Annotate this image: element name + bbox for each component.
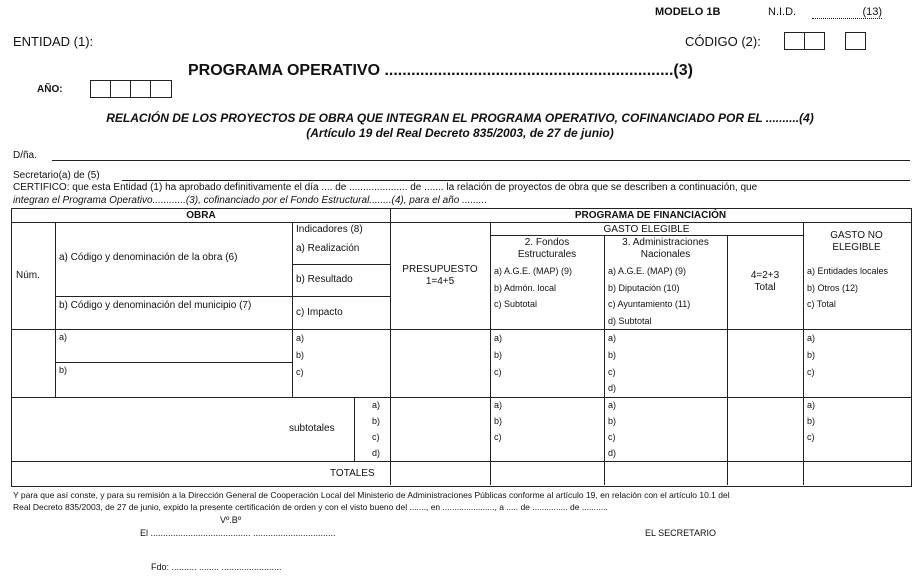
admin-item-c: c) Ayuntamiento (11)	[608, 299, 691, 309]
realizacion-header: a) Realización	[296, 243, 360, 254]
dna-label: D/ña.	[13, 150, 37, 161]
subtotals-bottom-rule	[11, 461, 911, 462]
vobo-label: Vº.Bº	[220, 515, 242, 525]
codigo-label: CÓDIGO (2):	[685, 34, 761, 49]
fondos-header: 2. Fondos	[524, 237, 570, 248]
ano-box-4[interactable]	[150, 80, 172, 98]
model-label: MODELO 1B	[655, 6, 721, 18]
sub-fondos-b: b)	[494, 416, 503, 426]
gasto-elegible-header: GASTO ELEGIBLE	[603, 224, 690, 235]
admin-header: 3. Administraciones	[622, 237, 709, 248]
totales-label: TOTALES	[330, 468, 375, 479]
num-divider	[55, 222, 56, 397]
certifico-line-1: CERTIFICO: que esta Entidad (1) ha aprobado definitivamente el día .... de ..................... de ....... la relación de proyectos de obra que se describen a continuación, que	[13, 182, 758, 193]
row-ind-c: c)	[296, 367, 304, 377]
fondos-header-2: Estructurales	[517, 249, 577, 260]
sub-admin-d: d)	[608, 448, 617, 458]
sub-noeleg-a: a)	[807, 400, 816, 410]
sub-admin-a: a)	[608, 400, 617, 410]
entidad-label: ENTIDAD (1):	[13, 34, 94, 49]
resultado-header: b) Resultado	[296, 274, 353, 285]
admin-item-a: a) A.G.E. (MAP) (9)	[608, 266, 687, 276]
indicadores-header: Indicadores (8)	[296, 224, 363, 235]
secretario-signature-label: EL SECRETARIO	[645, 528, 717, 538]
programa-header: PROGRAMA DE FINANCIACIÓN	[574, 210, 727, 221]
row-ind-a: a)	[296, 333, 305, 343]
codigo-box-2[interactable]	[804, 32, 825, 50]
footer-text-2: Real Decreto 835/2003, de 27 de junio, expido la presente certificación de orden y con el visto bueno del ......., en ......................, a ..... de ............... de ...........	[13, 502, 608, 512]
gasto-no-elegible-header: GASTO NO	[830, 230, 883, 241]
gasto-no-elegible-header-2: ELEGIBLE	[832, 242, 881, 253]
sub-label-b: b)	[372, 416, 381, 426]
row-noeleg-b: b)	[807, 350, 816, 360]
obra-municipio-rule	[55, 296, 292, 297]
secretario-field[interactable]	[122, 180, 910, 181]
fondos-item-a: a) A.G.E. (MAP) (9)	[494, 266, 573, 276]
indicadores-divider	[292, 222, 293, 397]
admin-item-d: d) Subtotal	[608, 316, 652, 326]
data-bottom-rule	[11, 397, 911, 398]
presupuesto-header: PRESUPUESTO	[402, 264, 478, 275]
subtotales-label: subtotales	[289, 423, 335, 434]
ano-box-2[interactable]	[110, 80, 131, 98]
sub-fondos-a: a)	[494, 400, 503, 410]
admin-header-2: Nacionales	[640, 249, 691, 260]
gasto-elegible-rule	[490, 235, 803, 236]
fondos-item-b: b) Admón. local	[494, 283, 557, 293]
obra-header: OBRA	[186, 210, 216, 221]
realizacion-rule	[292, 264, 390, 265]
row-admin-b: b)	[608, 350, 617, 360]
total-header: Total	[754, 282, 776, 293]
sub-noeleg-c: c)	[807, 432, 815, 442]
impacto-header: c) Impacto	[296, 307, 343, 318]
row-admin-a: a)	[608, 333, 617, 343]
sub-label-a: a)	[372, 400, 381, 410]
dna-field[interactable]	[52, 160, 910, 161]
table-header-rule	[11, 222, 911, 223]
codigo-box-1[interactable]	[784, 32, 805, 50]
sub-noeleg-b: b)	[807, 416, 816, 426]
fondos-item-c: c) Subtotal	[494, 299, 538, 309]
total-formula-header: 4=2+3	[750, 270, 780, 281]
ano-box-1[interactable]	[90, 80, 111, 98]
presupuesto-divider	[490, 222, 491, 485]
certifico-line-2: integran el Programa Operativo............(3), cofinanciado por el Fondo Estructural........(4), para el año .........	[13, 195, 488, 206]
row-noeleg-c: c)	[807, 367, 815, 377]
programa-title: PROGRAMA OPERATIVO .................................................................(3)	[188, 62, 693, 79]
row-admin-c: c)	[608, 367, 616, 377]
noeleg-item-c: c) Total	[807, 299, 836, 309]
codigo-obra-header: a) Código y denominación de la obra (6)	[59, 252, 238, 263]
nid-field[interactable]: (13)	[812, 6, 882, 19]
presupuesto-formula: 1=4+5	[425, 276, 455, 287]
noeleg-item-b: b) Otros (12)	[807, 283, 859, 293]
num-header: Núm.	[16, 270, 40, 281]
sub-admin-b: b)	[608, 416, 617, 426]
total-divider	[803, 222, 804, 485]
nid-label: N.I.D.	[768, 6, 797, 18]
fdo-line: Fdo: .......... ........ ........................	[151, 562, 282, 572]
fondos-divider	[604, 235, 605, 485]
data-row-split-rule	[55, 362, 292, 363]
admin-item-b: b) Diputación (10)	[608, 283, 680, 293]
subtitle-line-1: RELACIÓN DE LOS PROYECTOS DE OBRA QUE INTEGRAN EL PROGRAMA OPERATIVO, COFINANCIADO POR EL ..........(4)	[106, 111, 814, 125]
el-signature-line: El ........................................ .................................	[140, 528, 336, 538]
sub-label-c: c)	[372, 432, 380, 442]
noeleg-item-a: a) Entidades locales	[807, 266, 889, 276]
codigo-box-3[interactable]	[845, 32, 866, 50]
ano-box-3[interactable]	[130, 80, 151, 98]
row-fondos-b: b)	[494, 350, 503, 360]
row-ind-b: b)	[296, 350, 305, 360]
codigo-municipio-header: b) Código y denominación del municipio (7)	[59, 300, 252, 311]
row-admin-d: d)	[608, 383, 617, 393]
row-obra-label-b: b)	[59, 365, 68, 375]
subtitle-line-2: (Artículo 19 del Real Decreto 835/2003, de 27 de junio)	[306, 126, 614, 140]
ano-label: AÑO:	[37, 84, 63, 95]
subtotales-divider	[354, 397, 355, 461]
secretario-label: Secretario(a) de (5)	[13, 170, 100, 181]
row-fondos-a: a)	[494, 333, 503, 343]
sub-fondos-c: c)	[494, 432, 502, 442]
sub-label-d: d)	[372, 448, 381, 458]
row-obra-label-a: a)	[59, 332, 68, 342]
row-fondos-c: c)	[494, 367, 502, 377]
sub-admin-c: c)	[608, 432, 616, 442]
financing-table	[11, 208, 912, 487]
footer-text-1: Y para que así conste, y para su remisión a la Dirección General de Cooperación Local del Ministerio de Administraciones Públicas conforme al artículo 19, en relación con el artículo 10.1 del	[13, 490, 730, 500]
row-noeleg-a: a)	[807, 333, 816, 343]
obra-programa-divider	[390, 208, 391, 485]
header-bottom-rule	[11, 329, 911, 330]
resultado-rule	[292, 296, 390, 297]
